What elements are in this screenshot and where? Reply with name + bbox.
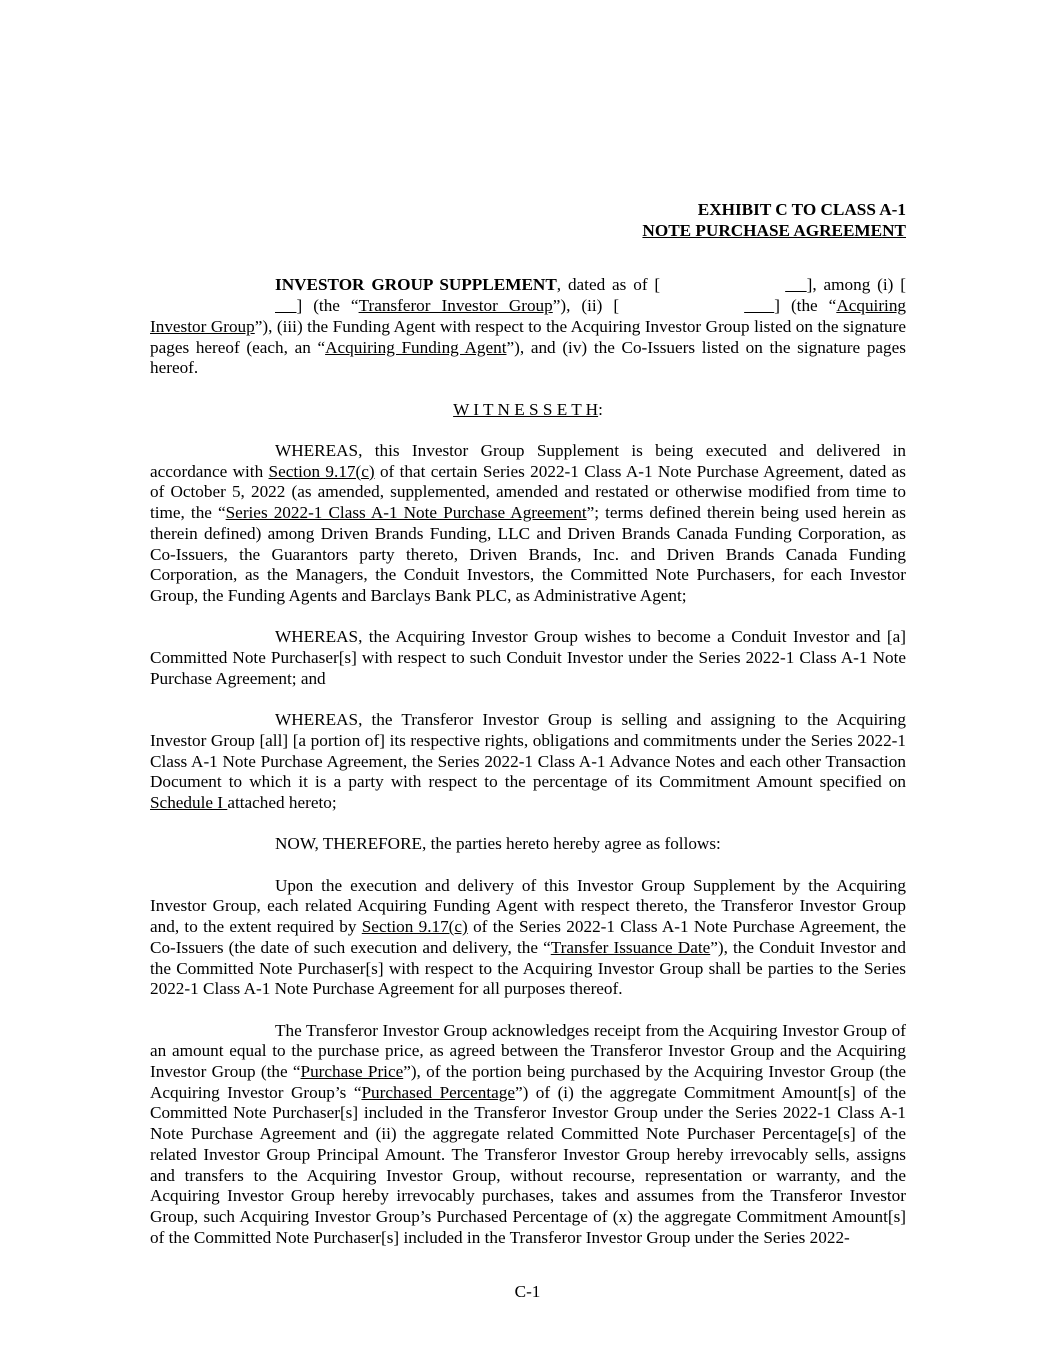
heading-line-1: EXHIBIT C TO CLASS A-1 bbox=[697, 200, 906, 219]
section-reference: Section 9.17(c) bbox=[268, 461, 375, 481]
witnesseth-heading: W I T N E S S E T H: bbox=[453, 399, 603, 419]
transferor-blank bbox=[150, 296, 296, 317]
acquiring-defined-term: Acquiring Investor Group bbox=[150, 296, 907, 336]
npa-defined-term: Series 2022-1 Class A-1 Note Purchase Agreement bbox=[225, 503, 587, 523]
now-therefore-paragraph: NOW, THEREFORE, the parties hereto hereby agree as follows: bbox=[275, 834, 721, 854]
document-page bbox=[150, 200, 906, 1248]
intro-paragraph: INVESTOR GROUP SUPPLEMENT, dated as of [ ], among (i) [ ] (the “Transferor Investor Group”), (ii) [ ] (the “Acquiring Investor Group”), (iii) the Funding Agent with respect to the Acquiring Investor Group listed on the signature pages hereof (each, an “Acquiring Funding Agent”), and (iv) the Co-Issuers listed on the signature pages hereof. bbox=[150, 275, 907, 378]
acquiring-blank bbox=[619, 296, 774, 317]
operative-paragraph-2: The Transferor Investor Group acknowledges receipt from the Acquiring Investor Group of an amount equal to the purchase price, as agreed between the Transferor Investor Group and the Acquiring Investor Group (the “Purchase Price”), of the portion being purchased by the Acquiring Investor Group (the Acquiring Investor Group’s “Purchased Percentage”) of (i) the aggregate Commitment Amount[s] of the Committed Note Purchaser[s] included in the Transferor Investor Group under the Series 2022-1 Class A-1 Note Purchase Agreement and (ii) the aggregate related Committed Note Purchaser Percentage[s] of the related Investor Group Principal Amount. The Transferor Investor Group hereby irrevocably sells, assigns and transfers to the Acquiring Investor Group, without recourse, representation or warranty, and the Acquiring Investor Group hereby irrevocably purchases, takes and assumes from the Transferor Investor Group, such Acquiring Investor Group’s Purchased Percentage of (x) the aggregate Commitment Amount[s] of the Committed Note Purchaser[s] included in the Transferor Investor Group under the Series 2022- bbox=[150, 1020, 906, 1247]
purchased-percentage-term: Purchased Percentage bbox=[361, 1082, 515, 1102]
whereas-paragraph-2: WHEREAS, the Acquiring Investor Group wishes to become a Conduit Investor and [a] Committed Note Purchaser[s] with respect to such Conduit Investor under the Series 2022-1 Class A-1 Note Purchase Agreement; and bbox=[150, 627, 906, 688]
transfer-issuance-date-term: Transfer Issuance Date bbox=[550, 937, 711, 957]
date-blank bbox=[660, 275, 806, 296]
operative-paragraph-1: Upon the execution and delivery of this Investor Group Supplement by the Acquiring Investor Group, each related Acquiring Funding Agent with respect thereto, the Transferor Investor Group and, to the extent required by Section 9.17(c) of the Series 2022-1 Class A-1 Note Purchase Agreement, the Co-Issuers (the date of such execution and delivery, the “Transfer Issuance Date”), the Conduit Investor and the Committed Note Purchaser[s] with respect to the Acquiring Investor Group shall be parties to the Series 2022-1 Class A-1 Note Purchase Agreement for all purposes thereof. bbox=[150, 875, 906, 999]
section-reference: Section 9.17(c) bbox=[361, 917, 468, 937]
transferor-defined-term: Transferor Investor Group bbox=[358, 296, 553, 316]
page-number: C-1 bbox=[514, 1282, 541, 1301]
whereas-paragraph-1: WHEREAS, this Investor Group Supplement is being executed and delivered in accordance with Section 9.17(c) of that certain Series 2022-1 Class A-1 Note Purchase Agreement, dated as of October 5, 2022 (as amended, supplemented, amended and restated or otherwise modified from time to time, the “Series 2022-1 Class A-1 Note Purchase Agreement”; terms defined therein being used herein as therein defined) among Driven Brands Funding, LLC and Driven Brands Canada Funding Corporation, as Co-Issuers, the Guarantors party thereto, Driven Brands, Inc. and Driven Brands Canada Funding Corporation, as the Managers, the Conduit Investors, the Committed Note Purchasers, for each Investor Group, the Funding Agents and Barclays Bank PLC, as Administrative Agent; bbox=[150, 441, 906, 605]
whereas-paragraph-3: WHEREAS, the Transferor Investor Group is selling and assigning to the Acquiring Investor Group [all] [a portion of] its respective rights, obligations and commitments under the Series 2022-1 Class A-1 Note Purchase Agreement, the Series 2022-1 Class A-1 Advance Notes and each other Transaction Document to which it is a party with respect to the percentage of its Commitment Amount specified on Schedule I attached hereto; bbox=[150, 710, 906, 812]
heading-line-2: NOTE PURCHASE AGREEMENT bbox=[642, 220, 906, 240]
exhibit-heading bbox=[150, 200, 906, 241]
supplement-title: INVESTOR GROUP SUPPLEMENT bbox=[275, 275, 557, 295]
schedule-reference: Schedule I bbox=[150, 792, 228, 812]
acquiring-agent-defined-term: Acquiring Funding Agent bbox=[325, 337, 507, 357]
purchase-price-term: Purchase Price bbox=[300, 1062, 404, 1082]
